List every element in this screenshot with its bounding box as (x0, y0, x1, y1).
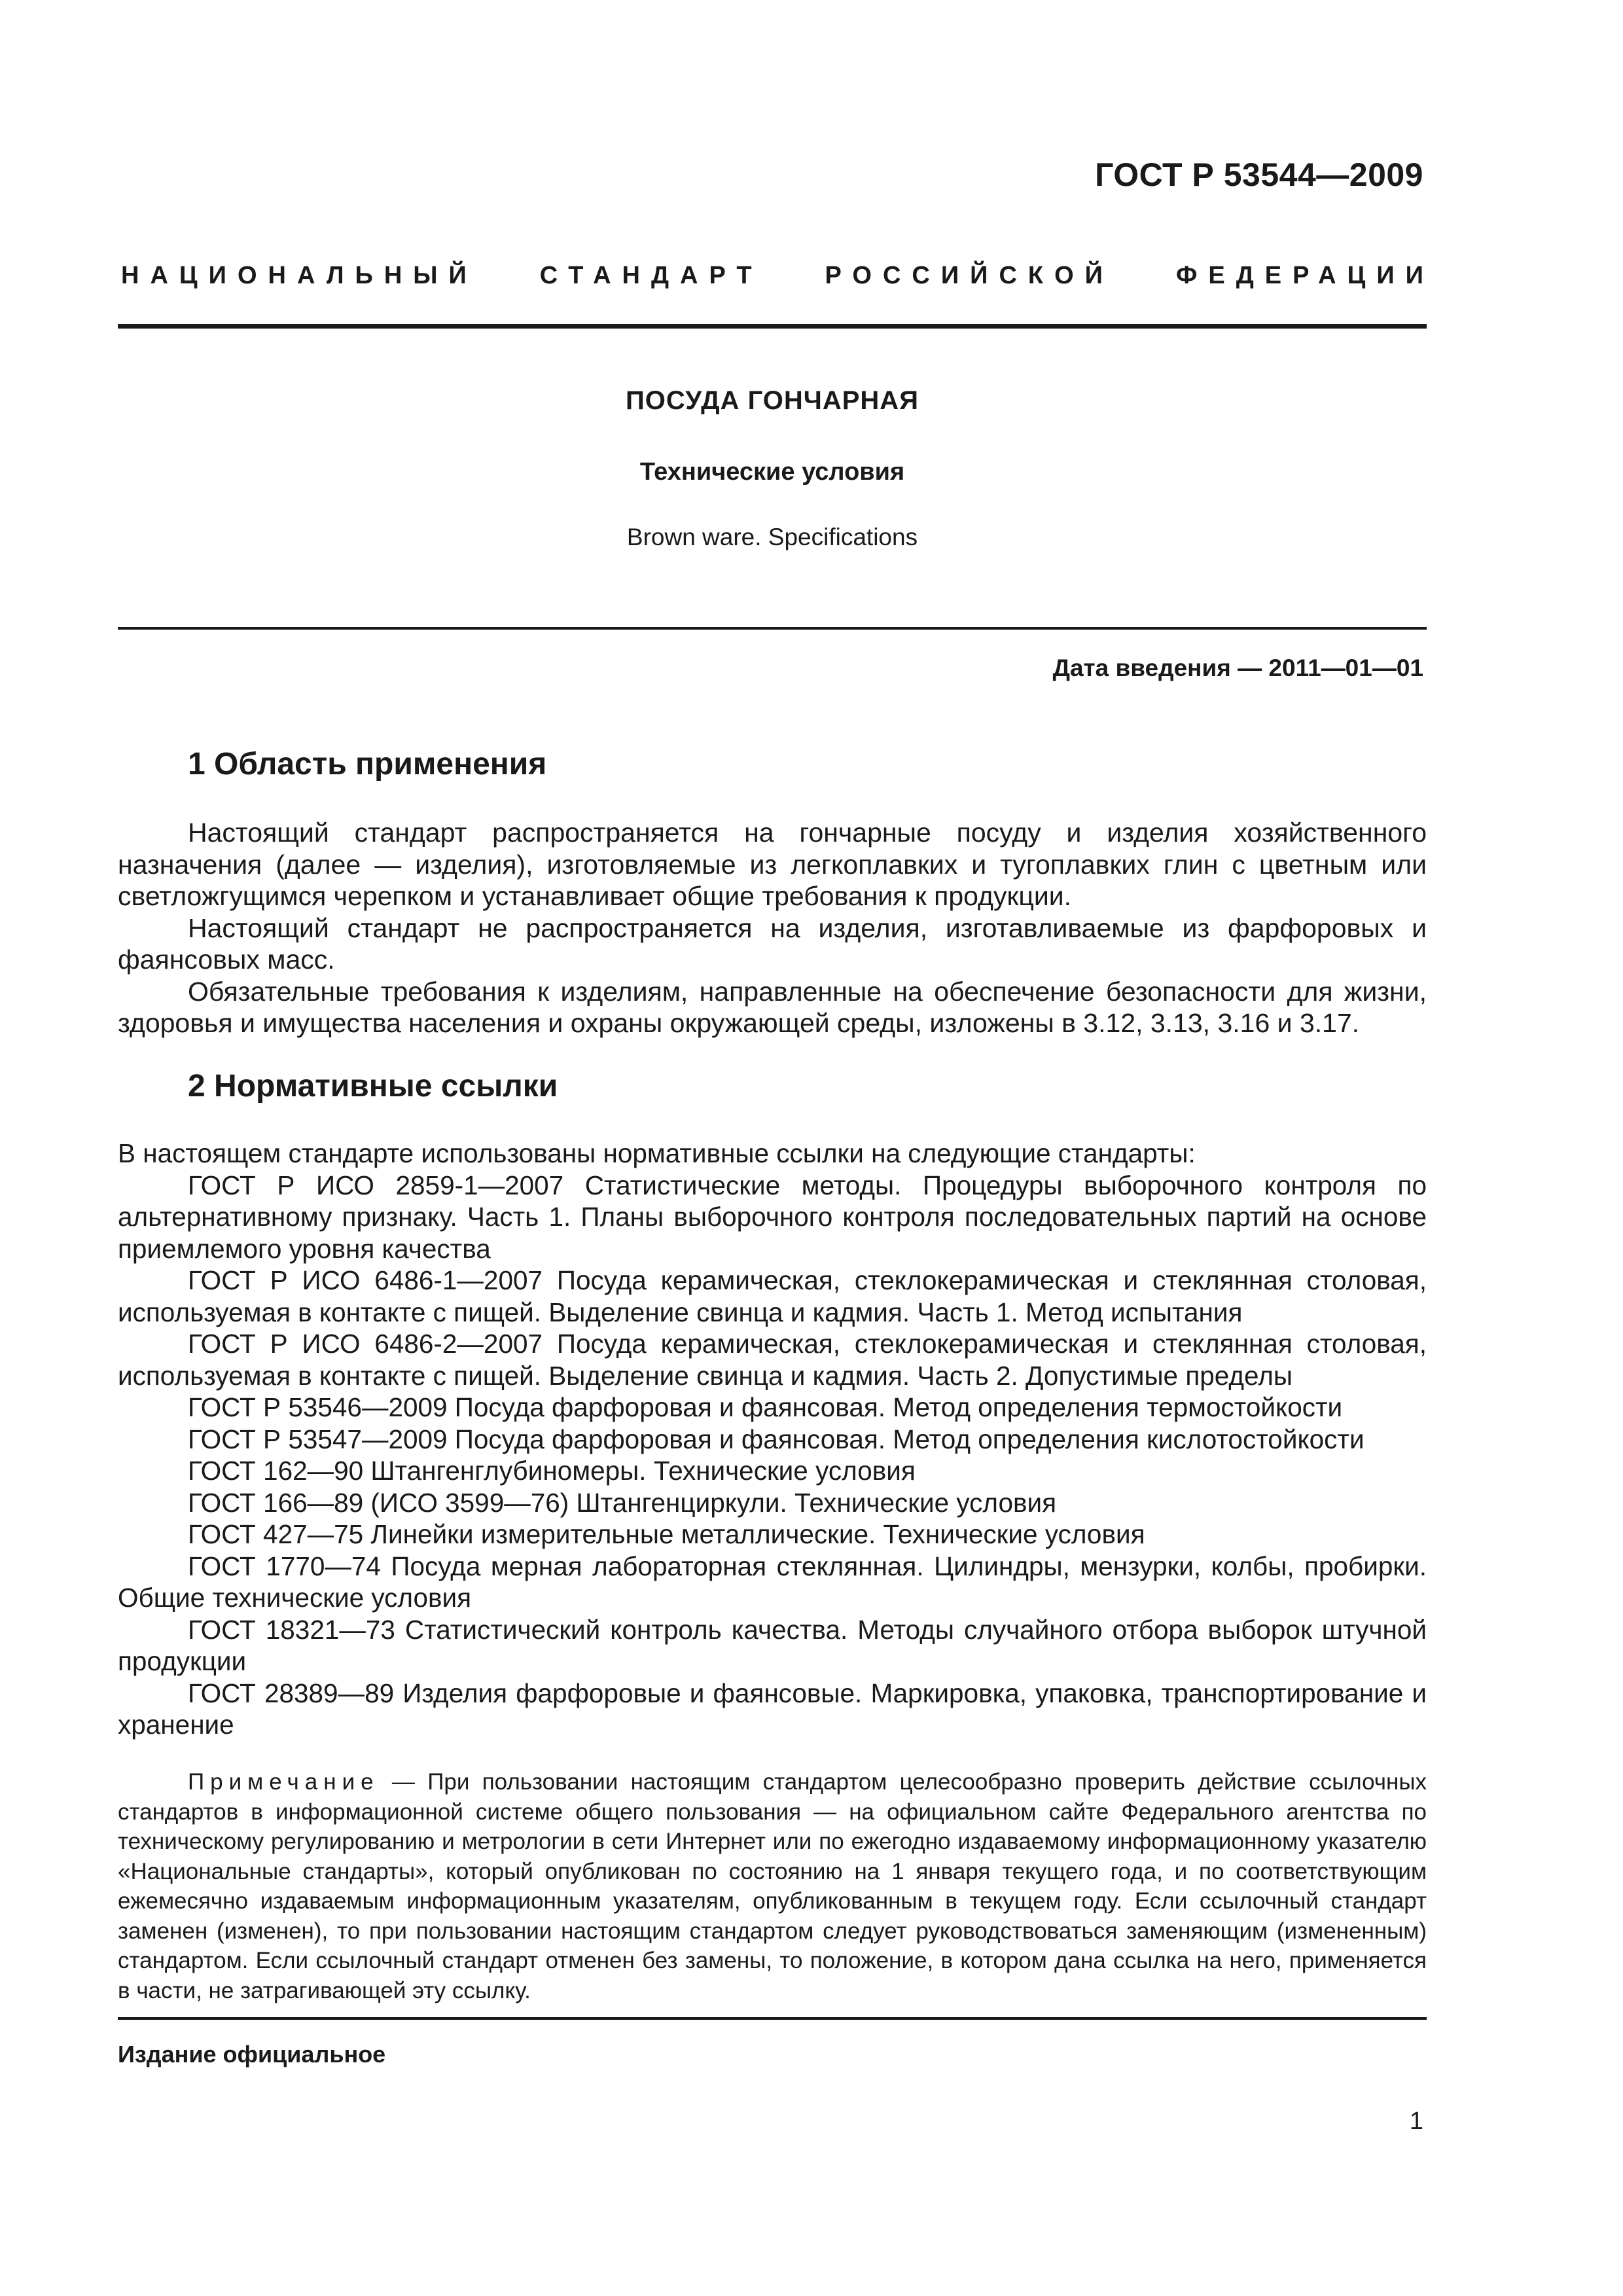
reference-item: ГОСТ Р ИСО 6486-2—2007 Посуда керамическая, стеклокерамическая и стеклянная столовая, используемая в контакте с пищей. Выделение свинца и кадмия. Часть 2. Допустимые пределы (118, 1329, 1427, 1391)
reference-item: ГОСТ 28389—89 Изделия фарфоровые и фаянсовые. Маркировка, упаковка, транспортирование и хранение (118, 1677, 1427, 1740)
banner-word: НАЦИОНАЛЬНЫЙ (121, 262, 478, 289)
reference-item: ГОСТ Р ИСО 2859-1—2007 Статистические методы. Процедуры выборочного контроля по альтернативному признаку. Часть 1. Планы выборочного контроля последовательных партий на основе приемлемого уровня качества (118, 1170, 1427, 1264)
reference-item: ГОСТ Р 53547—2009 Посуда фарфоровая и фаянсовая. Метод определения кислотостойкости (188, 1424, 1364, 1454)
reference-item: ГОСТ 162—90 Штангенглубиномеры. Технические условия (188, 1456, 916, 1486)
reference-item: ГОСТ 18321—73 Статистический контроль качества. Методы случайного отбора выборок штучной продукции (118, 1614, 1427, 1676)
footer-divider (118, 2017, 1427, 2020)
paragraph: Обязательные требования к изделиям, направленные на обеспечение безопасности для жизни, здоровья и имущества населения и охраны окружающей среды, изложены в 3.12, 3.13, 3.16 и 3.17. (118, 976, 1427, 1038)
section-heading-scope: 1 Область применения (188, 747, 547, 781)
note-block (118, 1767, 1427, 2005)
paragraph: Настоящий стандарт распространяется на гончарные посуду и изделия хозяйственного назначения (далее — изделия), изготовляемые из легкоплавких и тугоплавких глин с цветным или светложгущимся черепком и устанавливает общие требования к продукции. (118, 817, 1427, 911)
edition-label: Издание официальное (118, 2041, 386, 2068)
banner-word: ФЕДЕРАЦИИ (1175, 262, 1435, 289)
page-number: 1 (1409, 2108, 1423, 2135)
note-text: — При пользовании настоящим стандартом целесообразно проверить действие ссылочных стандартов в информационной системе общего пользования — на официальном сайте Федерального агентства по техническому регулированию и метрологии в сети Интернет или по ежегодно издаваемому информационному указателю «Национальные стандарты», который опубликован по состоянию на 1 января текущего года, и по соответствующим ежемесячно издаваемым информационным указателям, опубликованным в текущем году. Если ссылочный стандарт заменен (изменен), то при пользовании настоящим стандартом следует руководствоваться заменяющим (измененным) стандартом. Если ссылочный стандарт отменен без замены, то положение, в котором дана ссылка на него, применяется в части, не затрагивающей эту ссылку. (118, 1769, 1427, 2003)
section-heading-references: 2 Нормативные ссылки (188, 1069, 558, 1103)
section-references-body (118, 1138, 1427, 1741)
national-standard-banner (121, 262, 1435, 290)
paragraph: Настоящий стандарт не распространяется на изделия, изготавливаемые из фарфоровых и фаянсовых масс. (118, 912, 1427, 975)
header-divider (118, 324, 1427, 329)
title-divider (118, 627, 1427, 630)
introduction-date: Дата введения — 2011—01—01 (1052, 655, 1423, 681)
references-intro: В настоящем стандарте использованы нормативные ссылки на следующие стандарты: (118, 1138, 1196, 1168)
reference-item: ГОСТ Р ИСО 6486-1—2007 Посуда керамическая, стеклокерамическая и стеклянная столовая, используемая в контакте с пищей. Выделение свинца и кадмия. Часть 1. Метод испытания (118, 1265, 1427, 1327)
note-label: Примечание (188, 1769, 380, 1795)
reference-item: ГОСТ Р 53546—2009 Посуда фарфоровая и фаянсовая. Метод определения термостойкости (188, 1392, 1343, 1422)
reference-item: ГОСТ 427—75 Линейки измерительные металлические. Технические условия (188, 1519, 1145, 1549)
reference-item: ГОСТ 166—89 (ИСО 3599—76) Штангенциркули. Технические условия (188, 1487, 1057, 1518)
document-title-english: Brown ware. Specifications (626, 524, 918, 550)
reference-item: ГОСТ 1770—74 Посуда мерная лабораторная стеклянная. Цилиндры, мензурки, колбы, пробирки. Общие технические условия (118, 1551, 1427, 1613)
banner-word: СТАНДАРТ (539, 262, 763, 289)
standard-code: ГОСТ Р 53544—2009 (1095, 156, 1423, 193)
document-subtitle: Технические условия (639, 458, 905, 486)
section-scope-body (118, 817, 1427, 1039)
banner-word: РОССИЙСКОЙ (825, 262, 1114, 289)
document-title: ПОСУДА ГОНЧАРНАЯ (626, 386, 919, 415)
